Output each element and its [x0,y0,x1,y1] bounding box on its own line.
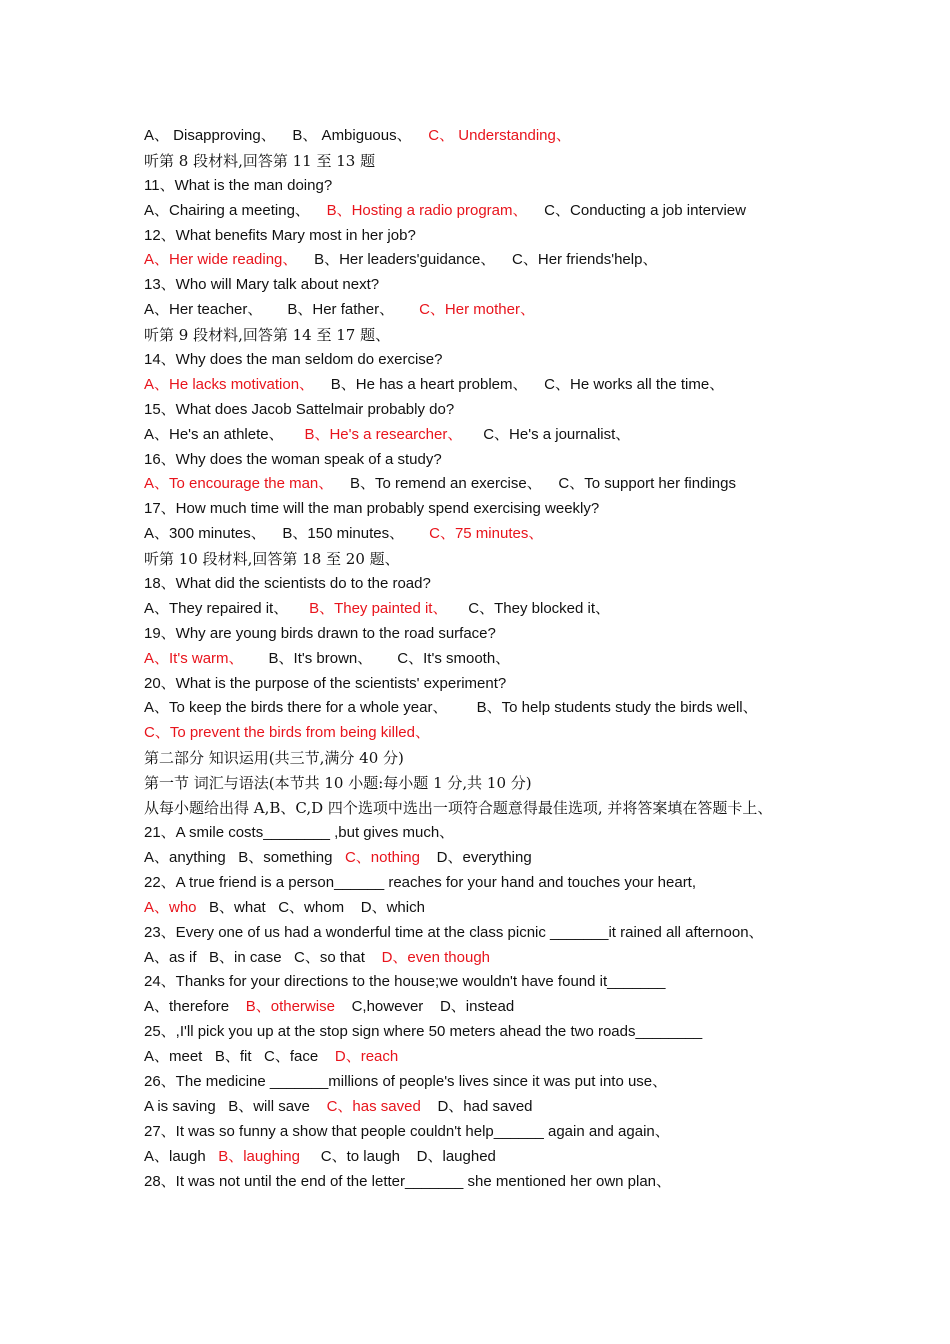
text-line [144,547,814,572]
text-segment: 18、What did the scientists do to the road? [144,575,431,593]
text-line [144,497,814,522]
text-segment: D、had saved [420,1097,533,1115]
text-line [144,298,814,323]
text-line [144,871,814,896]
text-segment: A、To keep the birds there for a whole year、 B、To help students study the birds well、 [144,699,758,717]
text-segment: 19、Why are young birds drawn to the road surface? [144,624,496,642]
text-line [144,696,814,721]
text-segment: 从每小题给出得 A,B、C,D 四个选项中选出一项符合题意得最佳选项, 并将答案填在答题卡上、 [144,799,773,818]
text-segment: 17、How much time will the man probably spend exercising weekly? [144,500,600,518]
answer-option: C、has saved [326,1097,421,1115]
text-segment: 23、Every one of us had a wonderful time at the class picnic _______it rained all afternoon、 [144,923,764,941]
text-segment: 21、A smile costs________ ,but gives much、 [144,824,455,842]
text-line [144,248,814,273]
text-segment: 12、What benefits Mary most in her job? [144,226,416,244]
text-segment: B、To remend an exercise、 C、To support her findings [333,475,736,493]
text-line [144,323,814,348]
answer-option: B、laughing [218,1147,300,1165]
text-line [144,1170,814,1195]
text-segment: 28、It was not until the end of the letter_______ she mentioned her own plan、 [144,1172,672,1190]
text-segment: 听第 10 段材料,回答第 18 至 20 题、 [144,550,400,569]
text-line [144,896,814,921]
text-line [144,721,814,746]
answer-option: A、It's warm、 [144,649,244,667]
text-segment: 13、Who will Mary talk about next? [144,276,380,294]
text-segment: 第一节 词汇与语法(本节共 10 小题:每小题 1 分,共 10 分) [144,774,532,793]
text-line [144,1120,814,1145]
text-line [144,597,814,622]
text-segment: 14、Why does the man seldom do exercise? [144,351,443,369]
text-line [144,174,814,199]
text-segment: 20、What is the purpose of the scientists' experiment? [144,674,507,692]
text-line [144,398,814,423]
answer-option: C、To prevent the birds from being killed、 [144,724,430,742]
text-line [144,622,814,647]
text-line [144,1095,814,1120]
text-line [144,373,814,398]
text-segment: A、as if B、in case C、so that [144,948,382,966]
answer-option: A、who [144,898,197,916]
text-line [144,921,814,946]
text-segment: B、Her leaders'guidance、 C、Her friends'help、 [297,251,658,269]
text-segment: 26、The medicine _______millions of people's lives since it was put into use、 [144,1072,668,1090]
text-segment: 16、Why does the woman speak of a study? [144,450,442,468]
text-line [144,846,814,871]
answer-option: A、Her wide reading、 [144,251,298,269]
text-line [144,199,814,224]
answer-option: A、To encourage the man、 [144,475,334,493]
text-segment: A、Chairing a meeting、 [144,201,327,219]
text-segment: A、300 minutes、 B、150 minutes、 [144,525,430,543]
text-line [144,572,814,597]
text-segment: 27、It was so funny a show that people couldn't help______ again and again、 [144,1122,670,1140]
text-line [144,821,814,846]
answer-option: D、reach [334,1048,399,1066]
answer-option: C、nothing [344,848,420,866]
text-segment: A、Her teacher、 B、Her father、 [144,301,420,319]
text-segment: 22、A true friend is a person______ reaches for your hand and touches your heart, [144,873,697,891]
text-segment: 第二部分 知识运用(共三节,满分 40 分) [144,749,404,768]
text-line [144,273,814,298]
answer-option: C、 Understanding、 [428,127,571,144]
text-line [144,522,814,547]
text-segment: B、what C、whom D、which [196,898,425,916]
answer-option: B、They painted it、 [309,599,448,617]
text-line [144,672,814,697]
answer-option: B、He's a researcher、 [304,425,463,443]
text-segment: A、They repaired it、 [144,599,310,617]
text-line [144,771,814,796]
answer-option: B、Hosting a radio program、 [326,201,528,219]
text-segment: C、They blocked it、 [447,599,611,617]
answer-option: C、75 minutes、 [429,525,544,543]
text-line [144,348,814,373]
text-line [144,423,814,448]
text-line [144,1070,814,1095]
text-segment: B、He has a heart problem、 C、He works all the time、 [314,375,725,393]
text-segment: C、Conducting a job interview [527,201,746,219]
text-segment: A、anything B、something [144,848,345,866]
answer-option: A、He lacks motivation、 [144,375,315,393]
text-segment: D、everything [419,848,532,866]
text-segment: A、meet B、fit C、face [144,1048,335,1066]
text-line [144,995,814,1020]
text-line [144,472,814,497]
answer-option: D、even though [381,948,490,966]
text-segment: A is saving B、will save [144,1097,327,1115]
answer-option: B、otherwise [245,998,335,1016]
text-line [144,647,814,672]
text-segment: 听第 8 段材料,回答第 11 至 13 题 [144,151,376,170]
text-segment: A、therefore [144,998,246,1016]
text-line [144,1145,814,1170]
text-segment: A、laugh [144,1147,219,1165]
text-line [144,224,814,249]
text-segment: 听第 9 段材料,回答第 14 至 17 题、 [144,326,391,345]
text-line [144,796,814,821]
text-line [144,746,814,771]
text-line [144,1045,814,1070]
text-segment: 25、,I'll pick you up at the stop sign where 50 meters ahead the two roads________ [144,1023,703,1041]
text-line [144,1020,814,1045]
text-line [144,149,814,174]
text-segment: B、It's brown、 C、It's smooth、 [243,649,511,667]
text-line [144,946,814,971]
document-content [144,124,814,1194]
text-segment: 15、What does Jacob Sattelmair probably do? [144,400,455,418]
text-segment: A、 Disapproving、 B、 Ambiguous、 [144,127,429,144]
answer-option: C、Her mother、 [419,301,535,319]
text-segment: C、He's a journalist、 [462,425,631,443]
text-segment: 11、What is the man doing? [144,176,333,194]
text-line [144,448,814,473]
text-segment: A、He's an athlete、 [144,425,305,443]
text-segment: 24、Thanks for your directions to the house;we wouldn't have found it_______ [144,973,666,991]
text-segment: C、to laugh D、laughed [299,1147,496,1165]
text-segment: C,however D、instead [334,998,515,1016]
text-line [144,970,814,995]
text-line [144,124,814,149]
